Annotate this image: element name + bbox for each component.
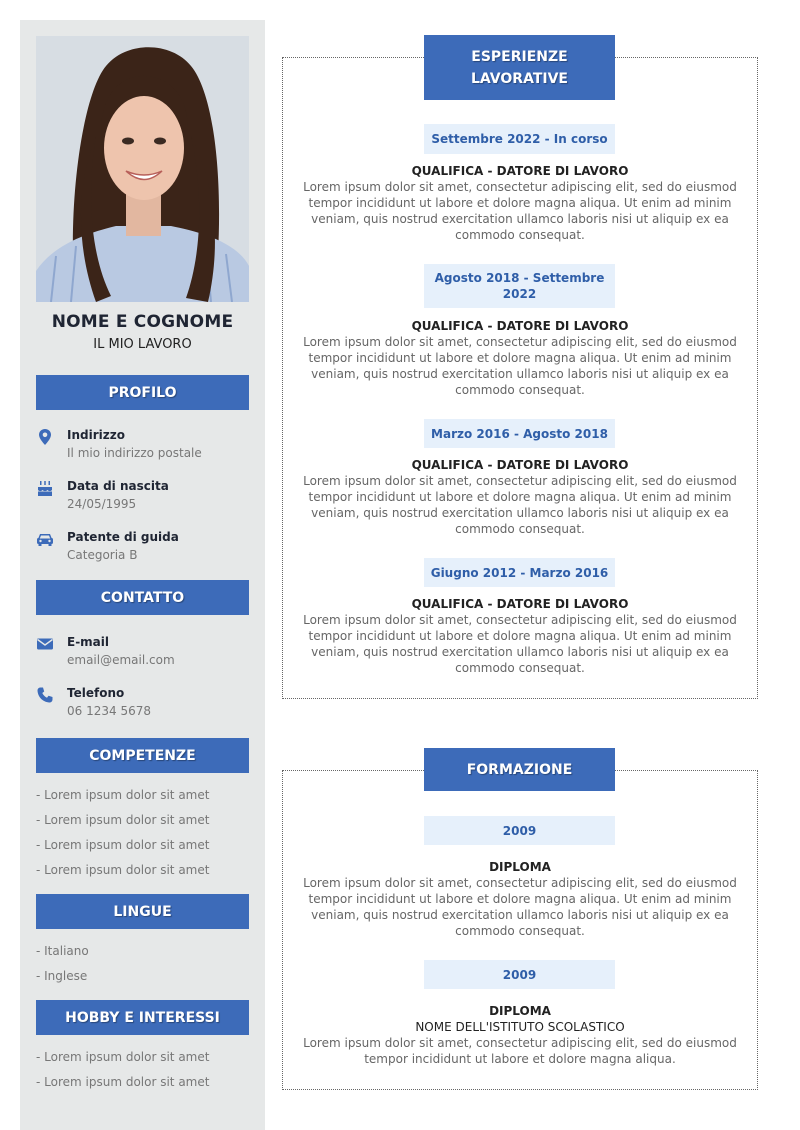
profile-photo bbox=[36, 36, 249, 302]
birthday-cake-icon bbox=[36, 479, 54, 497]
profile-license bbox=[36, 530, 249, 570]
experience-section-header bbox=[424, 35, 615, 100]
address-label: Indirizzo bbox=[67, 428, 125, 442]
email-label: E-mail bbox=[67, 635, 110, 649]
experience-title: QUALIFICA - DATORE DI LAVORO bbox=[411, 164, 629, 178]
skills-section-header: COMPETENZE bbox=[36, 738, 249, 773]
license-value: Categoria B bbox=[67, 548, 138, 562]
location-pin-icon bbox=[36, 428, 54, 446]
profile-address bbox=[36, 428, 249, 468]
experience-description: Lorem ipsum dolor sit amet, consectetur adipiscing elit, sed do eiusmod tempor incididunt ut labore et dolore magna aliqua. Ut enim ad minim veniam, quis nostrud exercitation ullamco laboris nisi ut aliquip ex ea commodo consequat. bbox=[303, 180, 737, 242]
experience-title: QUALIFICA - DATORE DI LAVORO bbox=[411, 319, 629, 333]
education-period: 2009 bbox=[424, 816, 615, 845]
address-value: Il mio indirizzo postale bbox=[67, 446, 202, 460]
profile-birthdate bbox=[36, 479, 249, 519]
experience-title-line2: LAVORATIVE bbox=[471, 70, 568, 87]
experience-period: Settembre 2022 - In corso bbox=[424, 124, 615, 154]
skill-item: - Lorem ipsum dolor sit amet bbox=[36, 838, 210, 852]
language-item: - Inglese bbox=[36, 969, 88, 983]
experience-period: Agosto 2018 - Settembre 2022 bbox=[424, 264, 615, 308]
license-label: Patente di guida bbox=[67, 530, 179, 544]
person-job: IL MIO LAVORO bbox=[93, 337, 192, 352]
person-name: NOME E COGNOME bbox=[51, 312, 234, 332]
experience-period: Giugno 2012 - Marzo 2016 bbox=[424, 558, 615, 587]
experience-entry bbox=[300, 596, 740, 676]
experience-title: QUALIFICA - DATORE DI LAVORO bbox=[411, 597, 629, 611]
phone-label: Telefono bbox=[67, 686, 125, 700]
experience-entry bbox=[300, 457, 740, 537]
car-icon bbox=[36, 530, 54, 548]
education-description: Lorem ipsum dolor sit amet, consectetur adipiscing elit, sed do eiusmod tempor incididunt ut labore et dolore magna aliqua. bbox=[303, 1036, 737, 1066]
experience-description: Lorem ipsum dolor sit amet, consectetur adipiscing elit, sed do eiusmod tempor incididunt ut labore et dolore magna aliqua. Ut enim ad minim veniam, quis nostrud exercitation ullamco laboris nisi ut aliquip ex ea commodo consequat. bbox=[303, 613, 737, 675]
hobbies-section-header: HOBBY E INTERESSI bbox=[36, 1000, 249, 1035]
skill-item: - Lorem ipsum dolor sit amet bbox=[36, 788, 210, 802]
education-section-header: FORMAZIONE bbox=[424, 748, 615, 791]
birthdate-label: Data di nascita bbox=[67, 479, 169, 493]
birthdate-value: 24/05/1995 bbox=[67, 497, 137, 511]
experience-entry bbox=[300, 163, 740, 243]
education-description: Lorem ipsum dolor sit amet, consectetur adipiscing elit, sed do eiusmod tempor incididunt ut labore et dolore magna aliqua. Ut enim ad minim veniam, quis nostrud exercitation ullamco laboris nisi ut aliquip ex ea commodo consequat. bbox=[303, 876, 737, 938]
profile-section-header: PROFILO bbox=[36, 375, 249, 410]
experience-entry bbox=[300, 318, 740, 398]
languages-section-header: LINGUE bbox=[36, 894, 249, 929]
experience-title: QUALIFICA - DATORE DI LAVORO bbox=[411, 458, 629, 472]
hobby-item: - Lorem ipsum dolor sit amet bbox=[36, 1050, 210, 1064]
contact-email bbox=[36, 635, 249, 675]
education-title: DIPLOMA bbox=[489, 1004, 551, 1018]
contact-phone bbox=[36, 686, 249, 726]
experience-description: Lorem ipsum dolor sit amet, consectetur adipiscing elit, sed do eiusmod tempor incididunt ut labore et dolore magna aliqua. Ut enim ad minim veniam, quis nostrud exercitation ullamco laboris nisi ut aliquip ex ea commodo consequat. bbox=[303, 335, 737, 397]
experience-title-line1: ESPERIENZE bbox=[471, 48, 568, 65]
education-title: DIPLOMA bbox=[489, 860, 551, 874]
experience-period: Marzo 2016 - Agosto 2018 bbox=[424, 419, 615, 448]
education-school: NOME DELL'ISTITUTO SCOLASTICO bbox=[415, 1020, 625, 1034]
sidebar bbox=[20, 20, 265, 1130]
phone-value[interactable]: 06 1234 5678 bbox=[67, 704, 151, 718]
skill-item: - Lorem ipsum dolor sit amet bbox=[36, 863, 210, 877]
email-value[interactable]: email@email.com bbox=[67, 653, 175, 667]
education-entry bbox=[300, 1003, 740, 1067]
education-period: 2009 bbox=[424, 960, 615, 989]
contact-section-header: CONTATTO bbox=[36, 580, 249, 615]
education-entry bbox=[300, 859, 740, 939]
phone-icon bbox=[36, 686, 54, 704]
email-icon bbox=[36, 635, 54, 653]
hobby-item: - Lorem ipsum dolor sit amet bbox=[36, 1075, 210, 1089]
experience-description: Lorem ipsum dolor sit amet, consectetur adipiscing elit, sed do eiusmod tempor incididunt ut labore et dolore magna aliqua. Ut enim ad minim veniam, quis nostrud exercitation ullamco laboris nisi ut aliquip ex ea commodo consequat. bbox=[303, 474, 737, 536]
language-item: - Italiano bbox=[36, 944, 89, 958]
skill-item: - Lorem ipsum dolor sit amet bbox=[36, 813, 210, 827]
